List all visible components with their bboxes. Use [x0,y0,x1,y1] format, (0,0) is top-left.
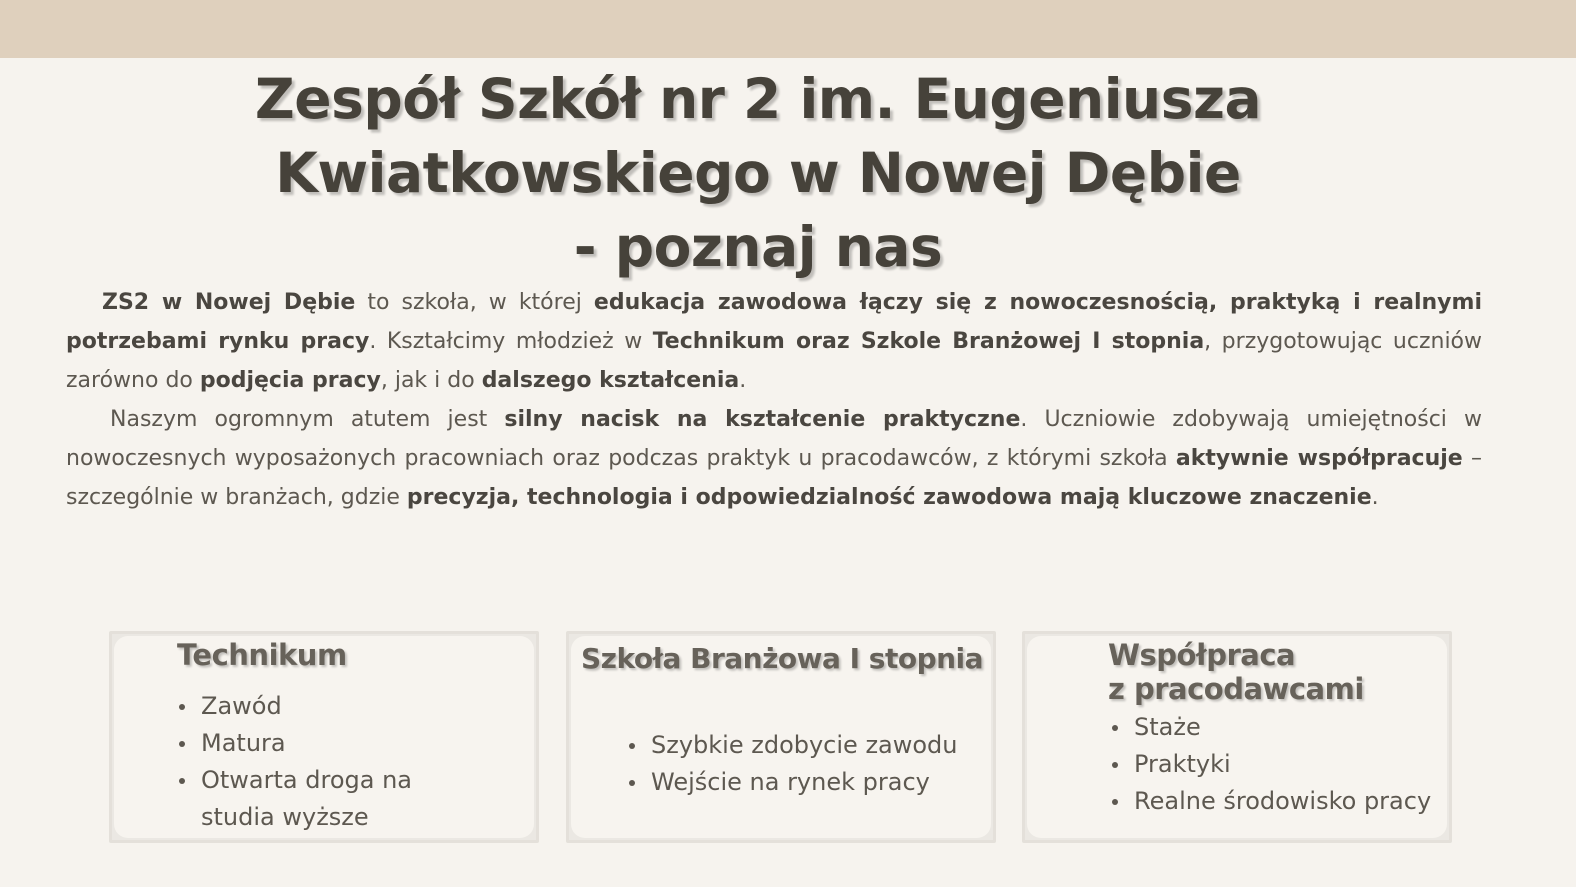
school-name-emphasis: ZS2 w Nowej Dębie [102,290,356,315]
page-title-line-2: Kwiatkowskiego w Nowej Dębie [275,141,1241,205]
list-item: Matura [177,725,477,762]
card-szkola-branzowa [566,631,996,843]
card-wspolpraca-list [1110,709,1450,820]
intro-paragraph-1: ZS2 w Nowej Dębie to szkoła, w której edukacja zawodowa łączy się z nowoczesnością, praktyką i realnymi potrzebami rynku pracy. Kształcimy młodzież w Technikum oraz Szkole Branżowej I stopnia, przygotowując uczniów zarówno do podjęcia pracy, jak i do dalszego kształcenia. [66,290,1483,393]
card-szkola-branzowa-list [627,727,987,801]
card-wspolpraca-panel [1027,636,1447,838]
card-wspolpraca-title [1108,638,1364,706]
card-wspolpraca-title-line-1: Współpraca [1108,638,1296,672]
list-item: Realne środowisko pracy [1110,783,1450,820]
page-title [150,62,1366,284]
page-title-line-1: Zespół Szkół nr 2 im. Eugeniusza [254,67,1262,131]
card-wspolpraca [1022,631,1452,843]
card-technikum-title: Technikum [177,638,347,672]
card-technikum-list [177,688,477,836]
list-item: Wejście na rynek pracy [627,764,987,801]
page-title-line-3: - poznaj nas [573,215,943,279]
card-wspolpraca-title-line-2: z pracodawcami [1108,672,1364,706]
card-szkola-branzowa-panel [571,636,991,838]
card-technikum [109,631,539,843]
list-item: Zawód [177,688,477,725]
list-item: Praktyki [1110,746,1450,783]
intro-text [66,283,1482,517]
list-item: Szybkie zdobycie zawodu [627,727,987,764]
top-decorative-band [0,0,1576,58]
card-technikum-panel [114,636,534,838]
intro-paragraph-2: Naszym ogromnym atutem jest silny nacisk na kształcenie praktyczne. Uczniowie zdobywają umiejętności w nowoczesnych wyposażonych pracowniach oraz podczas praktyk u pracodawców, z którymi szkoła aktywnie współpracuje – szczególnie w branżach, gdzie precyzja, technologia i odpowiedzialność zawodowa mają kluczowe znaczenie. [66,407,1483,510]
card-szkola-branzowa-title: Szkoła Branżowa I stopnia [581,642,984,675]
list-item: Otwarta droga na studia wyższe [177,762,477,836]
list-item: Staże [1110,709,1450,746]
